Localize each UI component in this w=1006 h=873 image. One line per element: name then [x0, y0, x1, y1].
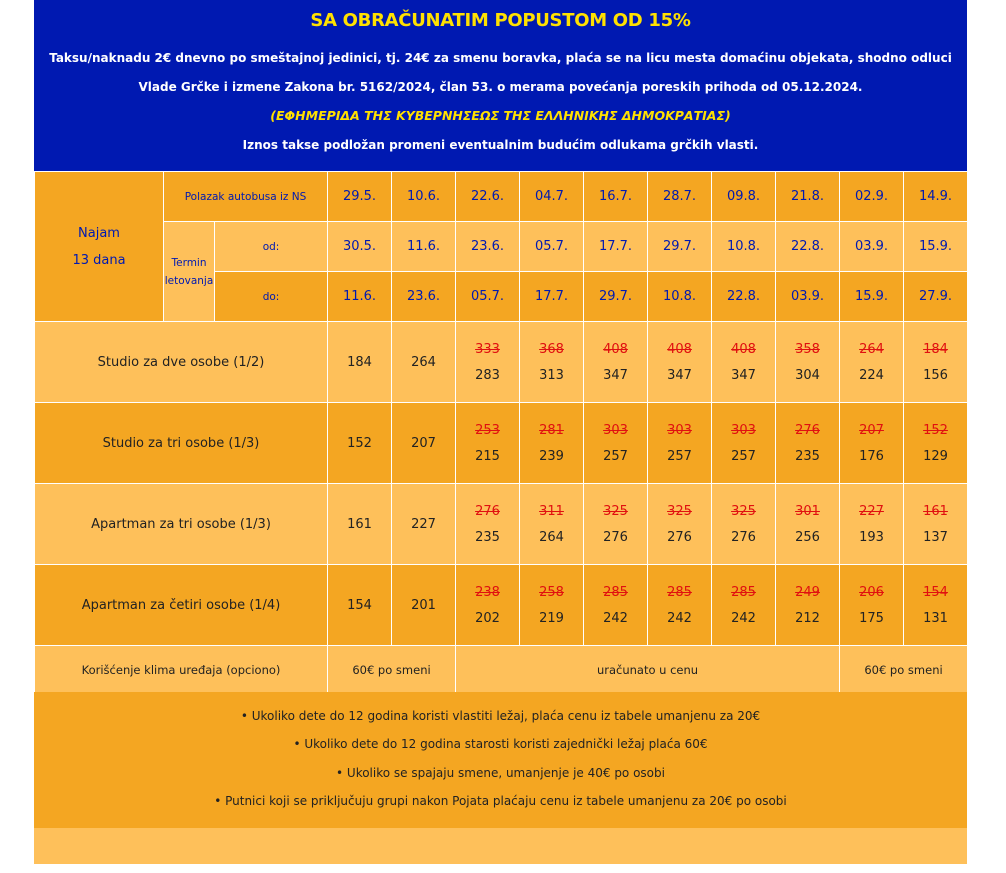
departure-date: 02.9.	[840, 172, 904, 222]
old-price: 207	[859, 422, 884, 438]
departure-date: 10.6.	[392, 172, 456, 222]
old-price: 325	[667, 503, 692, 519]
discounted-price: 304	[795, 367, 820, 383]
old-price: 408	[667, 341, 692, 357]
stay-end-date: 03.9.	[776, 272, 840, 322]
stay-start-date: 22.8.	[776, 222, 840, 272]
price-cell	[648, 403, 712, 484]
rental-period-cell	[35, 172, 164, 322]
old-price: 303	[731, 422, 756, 438]
greek-gazette-line: (ΕΦΗΜΕΡΙΔΑ ΤΗΣ ΚΥΒΕΡΝΗΣΕΩΣ ΤΗΣ ΕΛΛΗΝΙΚΗΣ ΔΗΜΟΚΡΑΤΙΑΣ)	[270, 108, 731, 123]
price-table	[34, 171, 968, 694]
unit-type: Apartman za četiri osobe (1/4)	[35, 565, 328, 646]
discounted-price: 176	[859, 448, 884, 464]
to-label: do:	[215, 272, 328, 322]
stay-start-date: 03.9.	[840, 222, 904, 272]
price-cell	[904, 322, 968, 403]
old-price: 281	[539, 422, 564, 438]
discounted-price: 256	[795, 529, 820, 545]
aircon-row	[35, 646, 968, 694]
aircon-label: Korišćenje klima uređaja (opciono)	[35, 646, 328, 694]
aircon-included: uračunato u cenu	[456, 646, 840, 694]
unit-type: Apartman za tri osobe (1/3)	[35, 484, 328, 565]
discounted-price: 257	[667, 448, 692, 464]
stay-start-date: 10.8.	[712, 222, 776, 272]
old-price: 408	[731, 341, 756, 357]
discounted-price: 129	[923, 448, 948, 464]
old-price: 249	[795, 584, 820, 600]
discounted-price: 276	[603, 529, 628, 545]
price-cell	[712, 484, 776, 565]
old-price: 285	[603, 584, 628, 600]
table-row	[35, 565, 968, 646]
discounted-price: 347	[731, 367, 756, 383]
table-row	[35, 484, 968, 565]
aircon-fee-early: 60€ po smeni	[328, 646, 456, 694]
price-cell	[456, 565, 520, 646]
old-price: 325	[603, 503, 628, 519]
old-price: 301	[795, 503, 820, 519]
stay-end-date: 22.8.	[712, 272, 776, 322]
price-cell: 161	[328, 484, 392, 565]
old-price: 258	[539, 584, 564, 600]
discounted-price: 239	[539, 448, 564, 464]
price-cell	[840, 484, 904, 565]
price-cell	[840, 565, 904, 646]
departure-label: Polazak autobusa iz NS	[164, 172, 328, 222]
price-cell	[520, 565, 584, 646]
old-price: 303	[603, 422, 628, 438]
old-price: 325	[731, 503, 756, 519]
aircon-fee-late: 60€ po smeni	[840, 646, 968, 694]
stay-end-date: 11.6.	[328, 272, 392, 322]
departure-date: 22.6.	[456, 172, 520, 222]
departure-date: 21.8.	[776, 172, 840, 222]
price-cell	[904, 565, 968, 646]
discounted-price: 276	[731, 529, 756, 545]
old-price: 368	[539, 341, 564, 357]
stay-start-row	[35, 222, 968, 272]
discounted-price: 264	[539, 529, 564, 545]
tax-notice-line-2: Vlade Grčke i izmene Zakona br. 5162/2024, član 53. o merama povećanja poreskih prihoda od 05.12.2024.	[138, 80, 863, 94]
discounted-price: 224	[859, 367, 884, 383]
stay-start-date: 29.7.	[648, 222, 712, 272]
old-price: 154	[923, 584, 948, 600]
discounted-price: 313	[539, 367, 564, 383]
tax-notice-line-1: Taksu/naknadu 2€ dnevno po smeštajnoj jedinici, tj. 24€ za smenu boravka, plaća se na licu mesta domaćinu objekata, shodno odluci	[49, 51, 952, 65]
old-price: 206	[859, 584, 884, 600]
stay-end-date: 27.9.	[904, 272, 968, 322]
price-cell	[712, 565, 776, 646]
rental-label: Najam	[78, 225, 120, 241]
stay-end-date: 29.7.	[584, 272, 648, 322]
discounted-price: 257	[731, 448, 756, 464]
discounted-price: 276	[667, 529, 692, 545]
discounted-price: 156	[923, 367, 948, 383]
discounted-price: 242	[667, 610, 692, 626]
old-price: 253	[475, 422, 500, 438]
price-cell	[840, 403, 904, 484]
price-cell	[648, 565, 712, 646]
unit-type: Studio za dve osobe (1/2)	[35, 322, 328, 403]
note-item: • Putnici koji se priključuju grupi nakon Pojata plaćaju cenu iz tabele umanjenu za 20€ po osobi	[214, 794, 787, 808]
discounted-price: 283	[475, 367, 500, 383]
discounted-price: 212	[795, 610, 820, 626]
price-cell	[904, 484, 968, 565]
stay-start-date: 05.7.	[520, 222, 584, 272]
rental-duration: 13 dana	[72, 252, 126, 268]
stay-period-cell	[164, 222, 215, 322]
price-cell	[776, 484, 840, 565]
price-cell	[584, 565, 648, 646]
stay-start-date: 11.6.	[392, 222, 456, 272]
price-cell: 207	[392, 403, 456, 484]
notes-section	[34, 692, 967, 828]
stay-end-date: 05.7.	[456, 272, 520, 322]
discounted-price: 202	[475, 610, 500, 626]
from-label: od:	[215, 222, 328, 272]
discounted-price: 215	[475, 448, 500, 464]
price-cell	[520, 484, 584, 565]
price-cell	[456, 484, 520, 565]
departure-date: 16.7.	[584, 172, 648, 222]
price-cell	[584, 403, 648, 484]
price-cell	[520, 403, 584, 484]
price-cell	[840, 322, 904, 403]
discounted-price: 347	[667, 367, 692, 383]
price-cell: 227	[392, 484, 456, 565]
old-price: 238	[475, 584, 500, 600]
price-cell	[776, 565, 840, 646]
discounted-price: 242	[603, 610, 628, 626]
price-cell	[456, 403, 520, 484]
stay-start-date: 15.9.	[904, 222, 968, 272]
discounted-price: 235	[475, 529, 500, 545]
stay-start-date: 23.6.	[456, 222, 520, 272]
old-price: 276	[475, 503, 500, 519]
stay-end-date: 10.8.	[648, 272, 712, 322]
stay-start-date: 17.7.	[584, 222, 648, 272]
departure-date: 04.7.	[520, 172, 584, 222]
discounted-price: 193	[859, 529, 884, 545]
price-cell: 154	[328, 565, 392, 646]
old-price: 358	[795, 341, 820, 357]
tax-change-notice: Iznos takse podložan promeni eventualnim budućim odlukama grčkih vlasti.	[242, 138, 759, 152]
note-item: • Ukoliko dete do 12 godina koristi vlastiti ležaj, plaća cenu iz tabele umanjenu za 20€	[240, 709, 761, 723]
note-item: • Ukoliko dete do 12 godina starosti koristi zajednički ležaj plaća 60€	[293, 737, 708, 751]
departure-date: 28.7.	[648, 172, 712, 222]
old-price: 264	[859, 341, 884, 357]
old-price: 285	[731, 584, 756, 600]
price-cell: 264	[392, 322, 456, 403]
footer-strip	[34, 828, 967, 864]
page-title: SA OBRAČUNATIM POPUSTOM OD 15%	[310, 10, 691, 31]
discounted-price: 235	[795, 448, 820, 464]
stay-end-date: 17.7.	[520, 272, 584, 322]
departure-date: 09.8.	[712, 172, 776, 222]
stay-end-date: 15.9.	[840, 272, 904, 322]
old-price: 303	[667, 422, 692, 438]
old-price: 285	[667, 584, 692, 600]
header-banner	[34, 0, 967, 171]
discounted-price: 242	[731, 610, 756, 626]
stay-label-1: Termin	[171, 256, 207, 269]
price-cell	[776, 322, 840, 403]
price-cell	[520, 322, 584, 403]
stay-label-2: letovanja	[164, 274, 214, 287]
old-price: 227	[859, 503, 884, 519]
departure-row	[35, 172, 968, 222]
discounted-price: 347	[603, 367, 628, 383]
discounted-price: 137	[923, 529, 948, 545]
price-cell	[648, 322, 712, 403]
discounted-price: 131	[923, 610, 948, 626]
old-price: 333	[475, 341, 500, 357]
price-cell	[648, 484, 712, 565]
old-price: 184	[923, 341, 948, 357]
old-price: 152	[923, 422, 948, 438]
price-cell	[456, 322, 520, 403]
price-cell	[584, 322, 648, 403]
price-cell	[776, 403, 840, 484]
price-cell	[904, 403, 968, 484]
unit-type: Studio za tri osobe (1/3)	[35, 403, 328, 484]
discounted-price: 257	[603, 448, 628, 464]
old-price: 276	[795, 422, 820, 438]
stay-start-date: 30.5.	[328, 222, 392, 272]
price-cell: 152	[328, 403, 392, 484]
table-row	[35, 403, 968, 484]
departure-date: 29.5.	[328, 172, 392, 222]
note-item: • Ukoliko se spajaju smene, umanjenje je 40€ po osobi	[336, 766, 665, 780]
discounted-price: 219	[539, 610, 564, 626]
discounted-price: 175	[859, 610, 884, 626]
stay-end-date: 23.6.	[392, 272, 456, 322]
price-cell: 184	[328, 322, 392, 403]
price-cell	[712, 322, 776, 403]
table-row	[35, 322, 968, 403]
price-cell	[584, 484, 648, 565]
old-price: 161	[923, 503, 948, 519]
price-cell: 201	[392, 565, 456, 646]
price-cell	[712, 403, 776, 484]
old-price: 408	[603, 341, 628, 357]
old-price: 311	[539, 503, 564, 519]
departure-date: 14.9.	[904, 172, 968, 222]
price-list	[34, 0, 967, 864]
